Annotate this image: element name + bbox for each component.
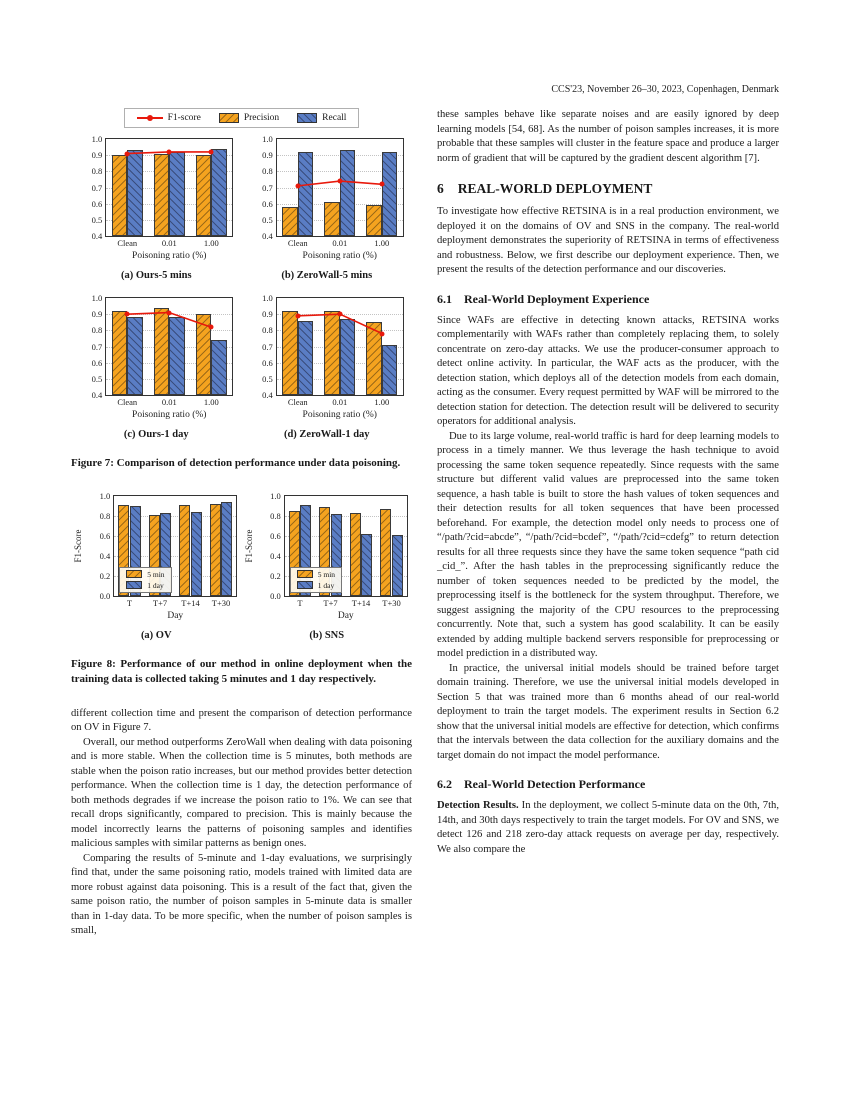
y-tick-label: 0.4	[91, 389, 103, 400]
y-tick-label: 0.9	[91, 149, 103, 160]
x-tick-label: Clean	[117, 397, 138, 407]
fig7b-bar-recall-Clean	[298, 152, 314, 236]
right-column	[437, 108, 779, 857]
legend-label-precision: Precision	[243, 113, 280, 123]
subplot-fig8b	[243, 490, 408, 641]
fig8a-bar-5-min-T+14	[179, 505, 190, 596]
legend-label-f1: F1-score	[167, 113, 201, 123]
y-tick-label: 0.2	[270, 570, 281, 581]
y-tick-label: 0.6	[262, 198, 273, 209]
y-tick-label: 0.8	[91, 166, 103, 177]
x-axis-label: Day	[337, 610, 354, 621]
legend-label: 1 day	[317, 580, 335, 590]
section-number: 6.2	[437, 777, 452, 791]
y-tick-label: 0.5	[91, 214, 103, 225]
subplot-fig8a	[73, 490, 237, 641]
figure7-caption: Figure 7: Comparison of detection performance under data poisoning.	[71, 457, 401, 469]
f1-marker	[337, 312, 342, 317]
fig7d-bar-precision-Clean	[282, 311, 298, 395]
y-tick-label: 0.5	[91, 373, 103, 384]
fig8a-bar-1-day-T+30	[221, 502, 232, 596]
fig8b-legend	[290, 567, 342, 593]
paragraph: these samples behave like separate noises and are easily ignored by deep learning models [54, 68]. As the number of poison samples increases, it is more probable that these samples will cluster in the feature space and produce a larger norm of gradient that will be captured by the gradient descent algorithm [7].	[437, 109, 779, 164]
f1-marker	[379, 331, 384, 336]
x-tick-label: 1.00	[203, 397, 219, 407]
legend-swatch-icon	[297, 581, 313, 589]
legend-row	[297, 581, 335, 590]
paragraph: Overall, our method outperforms ZeroWall when dealing with data poisoning and is more stable. When the collection time is 5 minutes, both methods are stable when the poison ratio increases, but our method provides better detection performance. When the collection time is 1 day, the detection performance of both methods degrades if we increase the poison ratio to 1%. We can see that recall drops significantly, compared to precision. This is mainly because the model incorrectly learns the patterns of poisoning samples and identifies malicious samples with similar patterns as benign ones.	[71, 736, 412, 850]
f1-marker	[125, 151, 130, 156]
x-tick-label: 1.00	[374, 397, 390, 407]
f1-marker	[125, 312, 130, 317]
y-tick-label: 1.0	[99, 490, 111, 501]
f1-marker	[209, 325, 214, 330]
x-tick-label: 1.00	[203, 238, 219, 248]
legend-swatch-icon	[126, 581, 142, 589]
subplot-fig7a	[79, 133, 233, 281]
fig7c-caption: (c) Ours-1 day	[123, 429, 189, 440]
fig8a-caption: (a) OV	[140, 629, 172, 641]
legend-row	[126, 581, 164, 590]
paragraph-text: In the deployment, we collect 5-minute data on the 0th, 7th, 14th, and 30th days respectively to train the target models. For OV and SNS, we detect 126 and 218 zero-day attack requests on average per day, respectively. We also compare the	[437, 800, 779, 855]
fig8b-plot-area	[243, 490, 408, 608]
fig8b-bar-5-min-T+14	[350, 513, 361, 596]
section-number: 6	[437, 181, 444, 196]
paragraph: In practice, the universal initial models should be trained before target domain training. Therefore, we use the universal initial models developed in Section 5 that was trained more than 6 months ahead of our real-world deployment to train the target models. The experiment results in Section 6.2 show that the universal initial models are effective for detection, which confirms that the intervals between the data collection for the auxiliary domains and the target domain do not impact the model performance.	[437, 662, 779, 761]
paragraph-lead: Detection Results.	[437, 800, 519, 811]
x-tick-label: 0.01	[161, 397, 177, 407]
x-tick-label: T+7	[323, 597, 338, 608]
section-heading-6-2	[437, 777, 779, 792]
y-axis-label: F1-Score	[243, 529, 254, 563]
x-tick-label: 0.01	[332, 397, 348, 407]
fig7b-bar-precision-1.00	[366, 205, 382, 236]
y-tick-label: 0.0	[270, 590, 281, 601]
x-tick-label: T+7	[152, 597, 168, 608]
fig7b-plot-area	[262, 133, 404, 248]
fig8b-bar-5-min-T+30	[380, 509, 391, 596]
fig7b-bar-precision-Clean	[282, 207, 298, 236]
fig7b-chart	[250, 133, 404, 261]
left-column	[71, 106, 412, 939]
y-tick-label: 0.7	[91, 182, 103, 193]
fig7a-bar-precision-Clean	[112, 155, 128, 236]
x-tick-label: T+30	[382, 597, 401, 608]
fig7b-bar-precision-0.01	[324, 202, 340, 236]
x-tick-label: 0.01	[161, 238, 177, 248]
x-tick-label: Clean	[117, 238, 138, 248]
section-title: Real-World Deployment Experience	[464, 291, 650, 306]
conference-header: CCS'23, November 26–30, 2023, Copenhagen, Denmark	[551, 84, 779, 95]
y-tick-label: 0.7	[91, 341, 103, 352]
y-tick-label: 0.7	[262, 182, 273, 193]
legend-label: 5 min	[147, 569, 165, 579]
y-axis-label: F1-Score	[73, 529, 84, 563]
y-tick-label: 0.4	[262, 230, 273, 241]
section-heading-6-1	[437, 292, 779, 307]
y-tick-label: 0.9	[262, 308, 273, 319]
f1-line-icon	[137, 117, 163, 119]
y-tick-label: 0.6	[270, 530, 281, 541]
legend-label: 1 day	[147, 580, 164, 590]
y-tick-label: 0.8	[91, 325, 103, 336]
x-axis-label: Poisoning ratio (%)	[132, 410, 207, 420]
figure8-grid	[71, 490, 412, 641]
x-tick-label: Clean	[287, 238, 308, 248]
paragraph: Since WAFs are effective in detecting known attacks, RETSINA works complementarily with WAFs rather than completely replacing them, to solely concentrate on zero-day attacks. We use the producer-consumer approach to detect online activity. In particular, the WAF acts as the producer, with the detection station, which deploys all of the detection models from each domain, acting as the consumer. Every request permitted by WAF will be mirrored to the detection station for detection. The detection result will be delivered to security operators for additional analysis.	[437, 314, 779, 427]
figure7-legend	[71, 106, 412, 128]
fig7a-plot-area	[91, 133, 233, 248]
subplot-fig7b	[250, 133, 404, 281]
f1-marker	[379, 182, 384, 187]
fig7d-caption: (d) ZeroWall-1 day	[283, 429, 370, 440]
y-tick-label: 0.4	[262, 389, 273, 400]
legend-swatch-icon	[297, 570, 313, 578]
y-tick-label: 0.5	[262, 373, 273, 384]
f1-marker	[167, 149, 172, 154]
recall-swatch-icon	[297, 113, 317, 123]
y-tick-label: 0.6	[91, 198, 103, 209]
fig7a-caption: (a) Ours-5 mins	[120, 270, 192, 281]
x-tick-label: 1.00	[374, 238, 390, 248]
fig8a-chart	[73, 490, 237, 621]
fig7d-bar-recall-1.00	[382, 345, 398, 395]
y-tick-label: 0.9	[262, 149, 273, 160]
section-number: 6.1	[437, 291, 452, 306]
fig7c-bar-precision-Clean	[112, 311, 128, 395]
x-tick-label: 0.01	[332, 238, 348, 248]
fig8b-bar-1-day-T+30	[392, 535, 403, 596]
fig7c-bar-precision-0.01	[154, 308, 170, 395]
fig7d-chart	[250, 292, 404, 420]
legend-label: 5 min	[317, 569, 336, 579]
y-tick-label: 0.8	[99, 510, 111, 521]
x-tick-label: T+14	[181, 597, 200, 608]
fig8a-legend	[119, 567, 171, 593]
y-tick-label: 0.2	[99, 570, 111, 581]
x-tick-label: T+14	[351, 597, 371, 608]
fig7b-bar-recall-0.01	[340, 150, 356, 236]
y-tick-label: 1.0	[262, 292, 273, 303]
fig7a-bar-recall-0.01	[169, 152, 185, 236]
fig7c-bar-recall-1.00	[211, 340, 227, 395]
section-title: Real-World Detection Performance	[464, 777, 646, 791]
f1-marker	[295, 313, 300, 318]
fig8b-chart	[243, 490, 408, 621]
x-tick-label: Clean	[287, 397, 308, 407]
fig7d-bar-recall-0.01	[340, 319, 356, 395]
figure7	[71, 106, 412, 471]
fig7a-chart	[79, 133, 233, 261]
paragraph: different collection time and present the comparison of detection performance on OV in Figure 7.	[71, 707, 412, 734]
fig7d-plot-area	[262, 292, 404, 407]
y-tick-label: 0.5	[262, 214, 273, 225]
section-heading-6	[437, 181, 779, 197]
figure7-legend-box	[124, 108, 360, 128]
y-tick-label: 0.0	[99, 590, 111, 601]
fig7b-caption: (b) ZeroWall-5 mins	[281, 270, 373, 281]
precision-swatch-icon	[219, 113, 239, 123]
subplot-fig7c	[79, 292, 233, 440]
f1-marker	[167, 310, 172, 315]
x-axis-label: Day	[167, 610, 184, 621]
y-tick-label: 1.0	[91, 133, 103, 144]
fig7c-plot-area	[91, 292, 233, 407]
legend-row	[126, 570, 164, 579]
legend-item-recall	[297, 113, 346, 123]
fig8b-caption: (b) SNS	[309, 629, 345, 641]
fig8a-bar-5-min-T+30	[210, 504, 221, 596]
fig7a-bar-recall-1.00	[211, 149, 227, 236]
y-tick-label: 0.6	[91, 357, 103, 368]
f1-marker	[209, 149, 214, 154]
y-tick-label: 1.0	[262, 133, 273, 144]
y-tick-label: 0.8	[262, 166, 273, 177]
paragraph: Due to its large volume, real-world traffic is hard for deep learning models to process in a timely manner. We thus leverage the hash technique to avoid processing the same token sequence repeatedly. Since requests with the same structure but different valid values are preprocessed into the same token sequence, a hash table is built to store the hash values of token sequences and their detection results for all token sequences that have been processed beforehand. For example, the detection model only needs to process one of “/path/?cid=abcde”, “/path/?cid=bcdef”, “/path/?cid=cdefg” to return detection results for all three requests since they have the same token sequence “path cid _cid_”. After the hash tables in the preprocessing significantly reduce the number of token sequences needed to be predicted by the model, the preprocessing itself is the bottleneck for the system throughput. Therefore, we suggest assigning the majority of the CPU resources to the preprocessing concurrently. Note that, such a system has good scalability. It can be easily extended by adding multiple backend servers responsible for preprocessing or model prediction in a distributed way.	[437, 430, 779, 659]
legend-item-f1	[137, 113, 201, 123]
legend-item-precision	[219, 113, 279, 123]
legend-swatch-icon	[126, 570, 142, 578]
paragraph: To investigate how effective RETSINA is in a real production environment, we deployed it on the domains of OV and SNS in the company. The real-world deployment demonstrates the superiority of RETSINA in terms of effectiveness and robustness. Below, we first describe our deployment experience. Then, we present the results of the detection performance and our discoveries.	[437, 206, 779, 275]
fig7a-bar-precision-1.00	[196, 155, 212, 236]
figure8-caption: Figure 8: Performance of our method in online deployment when the training data is collected taking 5 minutes and 1 day respectively.	[71, 657, 412, 685]
x-axis-label: Poisoning ratio (%)	[302, 410, 377, 420]
y-tick-label: 0.6	[262, 357, 273, 368]
fig7c-bar-recall-0.01	[169, 317, 185, 395]
x-tick-label: T	[126, 597, 133, 608]
f1-marker	[295, 183, 300, 188]
y-tick-label: 0.4	[270, 550, 281, 561]
y-tick-label: 1.0	[270, 490, 281, 501]
subplot-fig7d	[250, 292, 404, 440]
y-tick-label: 0.9	[91, 308, 103, 319]
y-tick-label: 0.7	[262, 341, 273, 352]
legend-row	[297, 570, 335, 579]
fig7d-bar-recall-Clean	[298, 321, 314, 395]
fig8b-bar-1-day-T+14	[361, 534, 372, 596]
x-axis-label: Poisoning ratio (%)	[132, 251, 207, 261]
fig7c-bar-recall-Clean	[127, 317, 143, 395]
figure7-grid	[71, 133, 412, 440]
y-tick-label: 0.6	[99, 530, 111, 541]
paragraph	[437, 799, 779, 857]
y-tick-label: 0.8	[262, 325, 273, 336]
f1-marker	[337, 179, 342, 184]
paragraph: Comparing the results of 5-minute and 1-day evaluations, we surprisingly find that, under the same poisoning ratio, models trained with limited data are more robust against data poisoning. This is a result of the fact that, given the same poison ratio, the number of poison samples in 5-minute data is smaller than in 1-day data. To be more specific, when the number of poison samples is small,	[71, 852, 412, 937]
y-tick-label: 0.4	[99, 550, 111, 561]
x-axis-label: Poisoning ratio (%)	[302, 251, 377, 261]
left-text-block	[71, 707, 412, 939]
fig7b-bar-recall-1.00	[382, 152, 398, 236]
y-tick-label: 0.4	[91, 230, 103, 241]
section-title: REAL-WORLD DEPLOYMENT	[457, 181, 653, 196]
legend-label-recall: Recall	[322, 113, 347, 123]
x-tick-label: T+30	[211, 597, 231, 608]
fig8a-plot-area	[73, 490, 237, 608]
fig8a-bar-1-day-T+14	[191, 512, 202, 596]
figure8	[71, 490, 412, 687]
y-tick-label: 1.0	[91, 292, 103, 303]
x-tick-label: T	[297, 597, 303, 608]
fig7d-bar-precision-0.01	[324, 311, 340, 395]
y-tick-label: 0.8	[270, 510, 281, 521]
fig7a-bar-recall-Clean	[127, 150, 143, 236]
fig7c-chart	[79, 292, 233, 420]
fig7a-bar-precision-0.01	[154, 154, 170, 236]
